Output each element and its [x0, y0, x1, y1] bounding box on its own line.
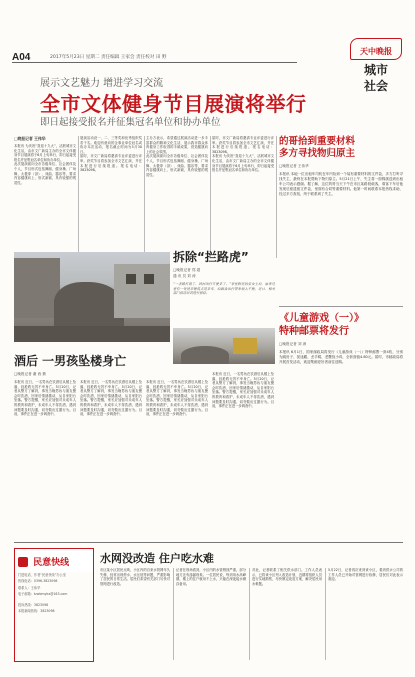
photo-ground: [14, 326, 170, 342]
fall-byline: □晚报记者 谢 西 鼎: [14, 372, 46, 376]
stamp-byline: □晚报记者 刘 涛: [279, 342, 307, 346]
brand-logo-text: 天中晚报: [360, 46, 392, 56]
hotline-icon: [18, 557, 28, 567]
photo-wall: [114, 264, 170, 318]
hotline-box: [14, 548, 94, 662]
brand-logo: [350, 38, 402, 60]
demolition-photo-2: [173, 328, 275, 364]
hotline-line-2: 热线电话：0396-3823098: [18, 579, 58, 584]
section-title: [352, 62, 400, 94]
hotline-line-6: 本报新闻热线：3823098: [18, 609, 55, 614]
photo-window: [126, 274, 136, 284]
lead-para-1b: 本报讯 为庆祝“喜迎十九大”，活跃城市文化生活，由市文广新局主办的全市文体健身节目展演将于6月上旬举行，即日起接受报名并征集冠名单位和协办单位。: [212, 154, 274, 173]
fall-col-1: 本报讯 近日，一名男孩在饮酒后从楼上坠落，经抢救无效不幸身亡。5月20日，记者从警方了解到，事发当晚男孩与朋友聚会时饮酒，回家后情绪激动，从自家阳台坠落。警方提醒，家长应加强对未成年人的教育和看护，未成年人不得饮酒，遇到问题要及时沟通，切勿做出过激行为。目前，事件正在进一步调查中。: [14, 380, 76, 417]
stamp-headline-line-2: 特种邮票将发行: [279, 326, 349, 337]
hotline-line-4: 电子邮箱：tzwbmykx@163.com: [18, 592, 68, 597]
photo-excavator: [233, 338, 257, 354]
col-divider: [249, 568, 250, 660]
lead-kicker: 展示文艺魅力 增进学习交流: [40, 78, 164, 89]
col-divider: [173, 568, 174, 660]
right-story-byline: □晚报记者 王伟华: [279, 164, 309, 168]
lead-para-5: 主办方表示，希望通过展演活动进一步丰富群众的精神文化生活，展示我市群众体育健身工作取得的丰硕成果，营造健康向上的社会氛围。: [146, 136, 208, 154]
col-divider: [210, 136, 211, 258]
bottom-rule: [14, 542, 403, 543]
lead-col-2: [80, 136, 142, 258]
hotline-box-title: 民意快线: [33, 558, 70, 568]
lead-col-4: [212, 136, 274, 258]
hotline-line-5: 投诉热线：3823098: [18, 602, 49, 607]
fall-col-2: 本报讯 近日，一名男孩在饮酒后从楼上坠落，经抢救无效不幸身亡。5月20日，记者从警方了解到，事发当晚男孩与朋友聚会时饮酒，回家后情绪激动，从自家阳台坠落。警方提醒，家长应加强对未成年人的教育和看护，未成年人不得饮酒，遇到问题要及时沟通，切勿做出过激行为。目前，事件正在进一步调查中。: [80, 380, 142, 417]
lead-subhead: 即日起接受报名并征集冠名单位和协办单位: [40, 117, 221, 128]
demolition-byline: □晚报记者 郑 超: [173, 268, 201, 272]
demolition-headline: 拆除“拦路虎”: [173, 250, 249, 264]
col-divider: [325, 568, 326, 660]
bottom-col-1: 市区某小区居民反映，小区内的自来水管网年久失修，经常出现停水、水压低等问题，严重影响了居民的日常生活。居民们希望有关部门尽快对管网进行改造。: [100, 568, 170, 586]
lead-col-3: [146, 136, 208, 258]
photo-rubble: [181, 346, 229, 364]
hotline-box-header: [15, 549, 93, 572]
right-headline-line-1: 的哥拾到重要材料: [279, 136, 356, 147]
bottom-col-2: 记者在现场看到，小区内的水管锈蚀严重，部分地方还有渗漏现象。一位居民说，每到用水高峰期，楼上的住户就用不上水，只能在深夜接水储存备用。: [176, 568, 246, 586]
stamp-headline-line-1: 《儿童游戏（一）》: [279, 313, 364, 324]
section-title-line-2: 社会: [363, 79, 388, 93]
lead-para-2b: 此次展演面向全市各级单位、社会团体及个人，节目形式包括舞蹈、健身操、广场舞、太极拳（剑）、戏曲、器乐等，要求内容健康向上、形式新颖，具有较强的观赏性。: [146, 154, 208, 177]
hotline-line-1: 打进电话、作者“民意快线”办公室: [18, 573, 66, 577]
right-story-headline: [279, 136, 403, 160]
fall-col-4: 本报讯 近日，一名男孩在饮酒后从楼上坠落，经抢救无效不幸身亡。5月20日，记者从警方了解到，事发当晚男孩与朋友聚会时饮酒，回家后情绪激动，从自家阳台坠落。警方提醒，家长应加强对未成年人的教育和看护，未成年人不得饮酒，遇到问题要及时沟通，切勿做出过激行为。目前，事件正在进一步调查中。: [212, 372, 274, 409]
lead-para-4b: 届时，市文广新局将邀请专业评委进行评审。获奖节目将参加全市文艺汇演，并在本报进行后续报道。报名电话：3823098。: [212, 136, 274, 154]
stamp-body: 本报讯 6月1日，国家邮政局将发行《儿童游戏（一）》特种邮票一套4枚，分别为跳房子、捉迷藏、丢手绢、老鹰捉小鸡，全套面值4.80元。届时，市邮政局将开展首发活动，欢迎集邮爱好者前往选购。: [279, 350, 403, 364]
col-divider: [78, 136, 79, 258]
lead-headline: 全市文体健身节目展演将举行: [40, 92, 307, 116]
date-line: 2017年5月23日 星期二 责任编辑 王家会 责任校对 田 野: [50, 55, 167, 60]
lead-para-4: 届时，市文广新局将邀请专业评委进行评审。获奖节目将参加全市文艺汇演，并在本报进行后续报道。报名电话：3823098。: [80, 154, 142, 173]
hotline-line-3: 联系人：王伟华: [18, 585, 41, 590]
lead-para-2: 此次展演面向全市各级单位、社会团体及个人，节目形式包括舞蹈、健身操、广场舞、太极拳（剑）、戏曲、器乐等，要求内容健康向上、形式新颖，具有较强的观赏性。: [14, 162, 76, 185]
col-divider: [144, 136, 145, 258]
lead-para-3: 展演活动设一、二、三等奖和优秀组织奖若干名。欢迎有意向的企事业单位冠名或协办本次活动，报名截止时间为5月30日。: [80, 136, 142, 154]
bottom-headline: 水网没改造 住户吃水难: [100, 552, 214, 565]
page-number: A04: [12, 52, 31, 63]
col-divider: [276, 136, 277, 258]
header-rule: [12, 62, 297, 63]
fall-headline: 酒后 一男孩坠楼身亡: [14, 354, 127, 368]
section-title-line-1: 城市: [363, 63, 388, 77]
demolition-byline-2: 通 讯 员 刘 涛: [173, 274, 196, 278]
photo-window: [144, 274, 154, 284]
right-headline-line-2: 多方寻找物归原主: [279, 148, 356, 159]
fall-col-3: 本报讯 近日，一名男孩在饮酒后从楼上坠落，经抢救无效不幸身亡。5月20日，记者从警方了解到，事发当晚男孩与朋友聚会时饮酒，回家后情绪激动，从自家阳台坠落。警方提醒，家长应加强对未成年人的教育和看护，未成年人不得饮酒，遇到问题要及时沟通，切勿做出过激行为。目前，事件正在进一步调查中。: [146, 380, 208, 417]
bottom-col-4: 5月22日，记者再次来到该小区，看到供水公司的工作人员已开始对管网进行检修，居民们对此表示欢迎。: [328, 568, 403, 582]
stamp-headline: [279, 312, 403, 338]
demolition-photo: [14, 252, 170, 342]
lead-para-1: 本报讯 为庆祝“喜迎十九大”，活跃城市文化生活，由市文广新局主办的全市文体健身节目展演将于6月上旬举行，即日起接受报名并征集冠名单位和协办单位。: [14, 144, 76, 162]
section-rule: [279, 306, 403, 307]
lead-byline: □晚报记者 王伟华: [14, 136, 46, 141]
bottom-col-3: 对此，记者联系了相关供水部门。工作人员表示，已将该小区列入改造计划，近期将组织人员进行实地勘察，尽快制定改造方案，解决居民用水难题。: [252, 568, 322, 586]
demolition-quote: “一条路打通了，居民出行方便多了。”家住附近的张女士说，原来这里有一处违章建筑占道多年，给群众出行带来很大不便。近日，相关部门依法对其进行拆除。: [173, 282, 275, 296]
right-story-body: 本报讯 本地一位出租车司机在车内捡到一个装有重要材料的文件袋，多方打听寻找失主，最终在本报帮助下物归原主。5月21日上午，失主将一面锦旗送到出租车公司表示感谢。据了解，这位的哥当天下午在市区某路段载客，乘客下车后他发现后座遗留文件袋，里面有合同等重要材料。他第一时间联系本报热线求助，经过多方查找，终于联系到了失主。: [279, 172, 403, 196]
